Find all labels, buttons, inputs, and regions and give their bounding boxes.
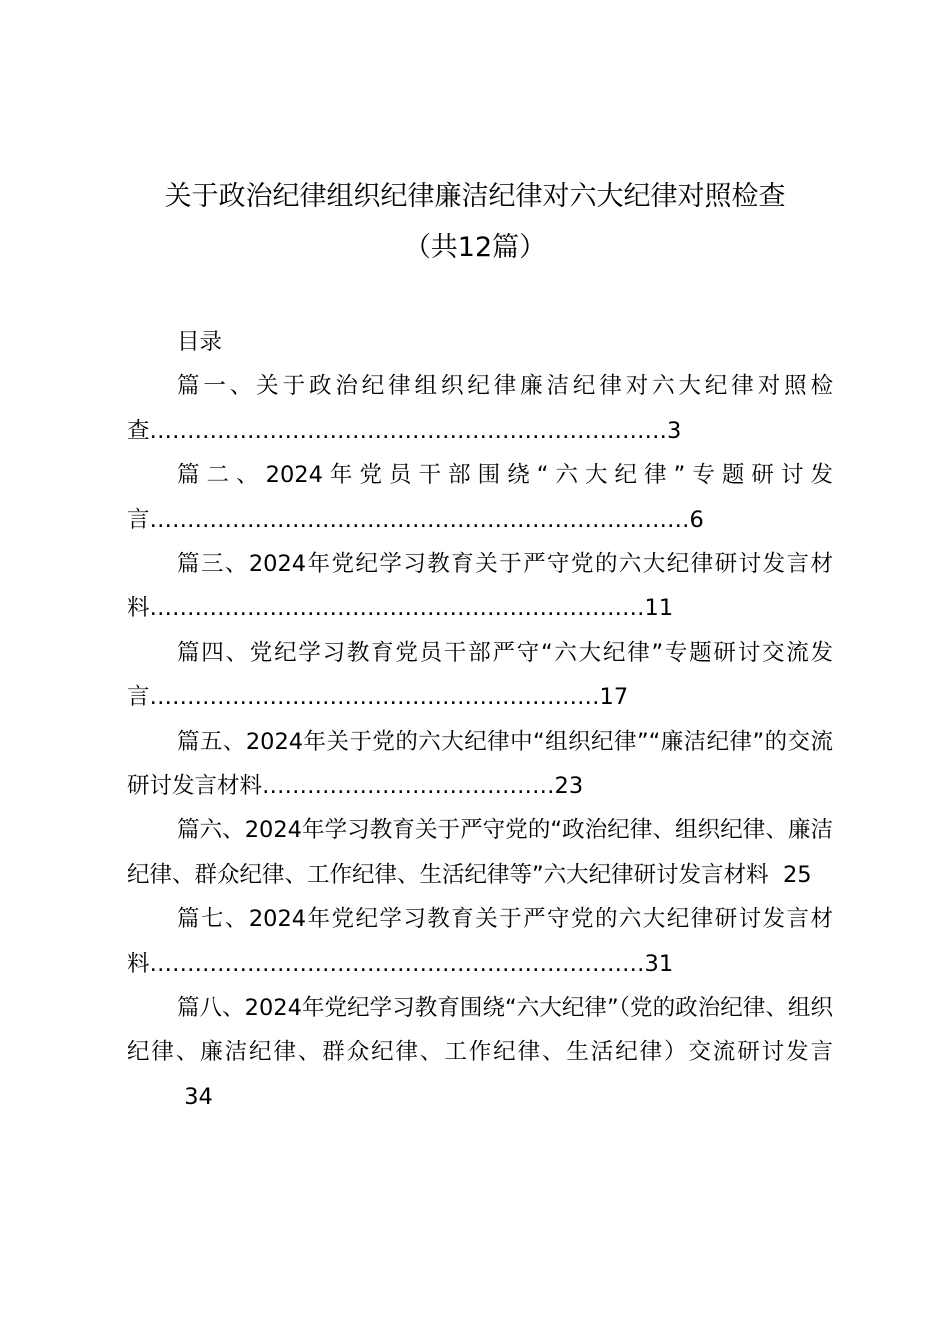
toc-entry[interactable]	[127, 808, 833, 897]
toc-page-number: 3	[667, 417, 682, 444]
toc-leader	[769, 862, 783, 888]
toc-entry-title: 篇六、2024年学习教育关于严守党的“政治纪律、组织纪律、廉洁纪律、群众纪律、工作纪律、生活纪律等”六大纪律研讨发言材料	[127, 817, 833, 888]
toc-entry[interactable]	[127, 364, 833, 453]
toc-page-number: 6	[689, 506, 704, 533]
toc-entry-title: 篇五、2024年关于党的六大纪律中“组织纪律”“廉洁纪律”的交流研讨发言材料	[127, 728, 833, 800]
toc-page-number: 25	[782, 861, 812, 888]
toc-entry[interactable]	[127, 631, 833, 720]
toc-heading: 目录	[177, 329, 223, 355]
toc-page-number: 31	[644, 950, 674, 977]
toc-leader: …………………………………………………………	[149, 595, 645, 622]
document-title: 关于政治纪律组织纪律廉洁纪律对六大纪律对照检查	[164, 181, 786, 212]
toc-entry[interactable]	[127, 897, 833, 986]
document-subtitle: （共12篇）	[403, 232, 547, 263]
toc-entry[interactable]	[127, 542, 833, 631]
toc-entry-title: 篇七、2024年党纪学习教育关于严守党的六大纪律研讨发言材料	[127, 906, 833, 977]
toc-page-number: 17	[599, 684, 629, 711]
toc-entry[interactable]	[127, 453, 833, 542]
table-of-contents	[127, 320, 833, 1119]
toc-leader: ……………………………………………………	[149, 684, 600, 711]
toc-entry[interactable]	[127, 986, 833, 1119]
toc-entry[interactable]	[127, 720, 833, 809]
toc-leader	[127, 1084, 184, 1110]
toc-leader: …………………………………………………………	[149, 950, 645, 977]
toc-entry-title: 篇八、2024年党纪学习教育围绕“六大纪律”（党的政治纪律、组织纪律、廉洁纪律、群众纪律、工作纪律、生活纪律）交流研讨发言	[127, 995, 833, 1066]
toc-entry-title: 篇二、2024年党员干部围绕“六大纪律”专题研讨发言	[127, 462, 833, 533]
toc-page-number: 11	[644, 595, 674, 622]
toc-entry-title: 篇三、2024年党纪学习教育关于严守党的六大纪律研讨发言材料	[127, 551, 833, 622]
toc-leader: ……………………………………………………………	[149, 417, 668, 444]
toc-page-number: 34	[184, 1083, 213, 1110]
toc-leader: ………………………………………………………………	[149, 506, 690, 533]
toc-page-number: 23	[554, 773, 584, 800]
toc-entry-title: 篇四、党纪学习教育党员干部严守“六大纪律”专题研讨交流发言	[127, 639, 833, 711]
toc-leader: …………………………………	[262, 773, 555, 800]
toc-entry-title: 篇一、关于政治纪律组织纪律廉洁纪律对六大纪律对照检查	[127, 373, 833, 444]
